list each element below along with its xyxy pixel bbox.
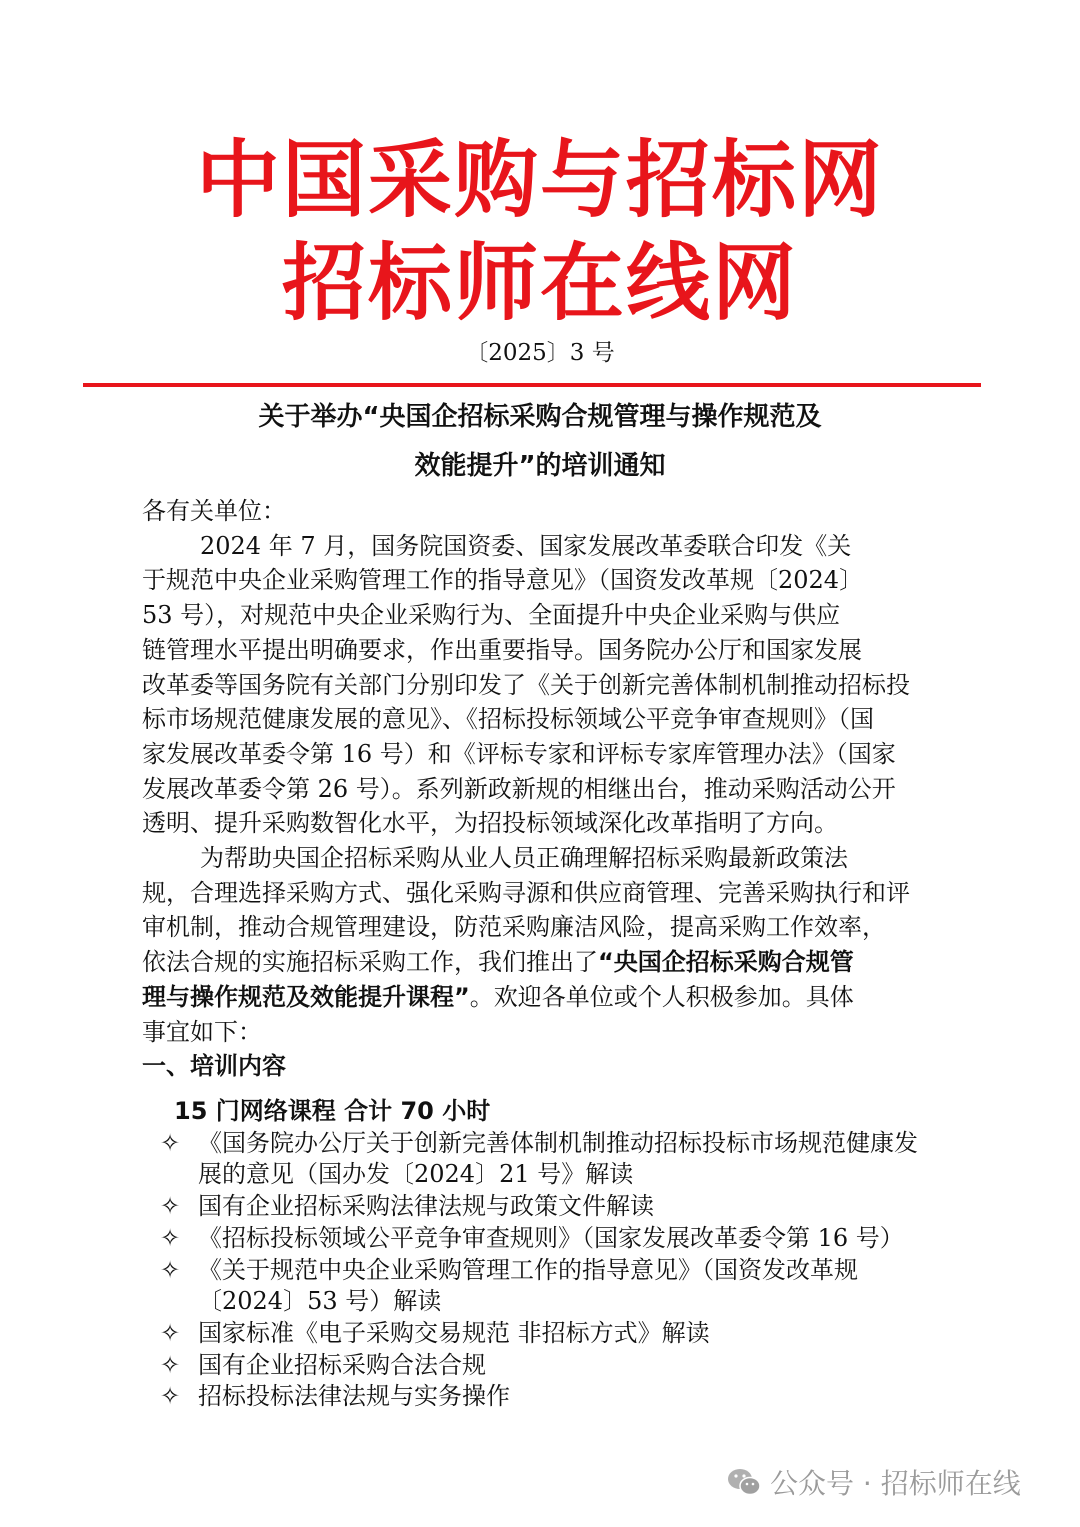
salutation: 各有关单位： (142, 497, 286, 525)
diamond-bullet-icon: ✧ (160, 1128, 181, 1157)
diamond-bullet-icon: ✧ (160, 1255, 181, 1284)
para2-line: 为帮助央国企招标采购从业人员正确理解招标采购最新政策法 (200, 844, 848, 873)
notice-title-line1: 关于举办“央国企招标采购合规管理与操作规范及 (258, 402, 822, 432)
list-item (142, 1223, 1022, 1255)
watermark (726, 1462, 1021, 1502)
para1-line: 家发展改革委令第 16 号）和《评标专家和评标专家库管理办法》（国家 (142, 739, 896, 768)
wechat-icon (726, 1466, 762, 1498)
diamond-bullet-icon: ✧ (160, 1382, 181, 1411)
list-item-text: 《关于规范中央企业采购管理工作的指导意见》（国资发改革规 (198, 1255, 858, 1284)
para1-line: 2024 年 7 月，国务院国资委、国家发展改革委联合印发《关 (200, 531, 852, 560)
header-title-line1: 中国采购与招标网 (195, 131, 884, 229)
para1-line: 发展改革委令第 26 号）。系列新政新规的相继出台，推动采购活动公开 (142, 774, 896, 803)
list-item (142, 1255, 1022, 1318)
para1-line: 标市场规范健康发展的意见》、《招标投标领域公平竞争审查规则》（国 (142, 705, 874, 734)
header-title-line2: 招标师在线网 (281, 234, 798, 332)
course-list-heading: 15 门网络课程 合计 70 小时 (174, 1097, 491, 1125)
list-item (142, 1191, 1022, 1223)
para1-line: 于规范中央企业采购管理工作的指导意见》（国资发改革规〔2024〕 (142, 566, 864, 595)
list-item-text: 国有企业招标采购合法合规 (198, 1350, 486, 1379)
list-item-text: 展的意见（国办发〔2024〕21 号》解读 (198, 1160, 634, 1189)
para2-line: 事宜如下： (142, 1017, 262, 1046)
diamond-bullet-icon: ✧ (160, 1350, 181, 1379)
list-item-text: 《招标投标领域公平竞争审查规则》（国家发展改革委令第 16 号） (198, 1223, 904, 1252)
para2-line: 审机制，推动合规管理建设，防范采购廉洁风险，提高采购工作效率， (142, 913, 886, 942)
para1-line: 链管理水平提出明确要求，作出重要指导。国务院办公厅和国家发展 (142, 635, 862, 664)
list-item (142, 1350, 1022, 1382)
course-name-bold: 理与操作规范及效能提升课程” (142, 982, 470, 1011)
list-item (142, 1381, 1022, 1413)
para1-line: 53 号），对规范中央企业采购行为、全面提升中央企业采购与供应 (142, 601, 841, 630)
course-list (142, 1096, 1022, 1413)
para2-line (142, 980, 972, 1015)
list-item-text: 招标投标法律法规与实务操作 (198, 1382, 510, 1411)
list-item (142, 1318, 1022, 1350)
notice-body (142, 494, 972, 1084)
red-divider (83, 383, 981, 387)
para1-line: 改革委等国务院有关部门分别印发了《关于创新完善体制机制推动招标投 (142, 670, 910, 699)
list-item-text: 《国务院办公厅关于创新完善体制机制推动招标投标市场规范健康发 (198, 1128, 918, 1157)
diamond-bullet-icon: ✧ (160, 1223, 181, 1252)
para2-text: 。欢迎各单位或个人积极参加。具体 (469, 982, 854, 1011)
section-heading: 一、培训内容 (142, 1052, 286, 1081)
para2-line: 规，合理选择采购方式、强化采购寻源和供应商管理、完善采购执行和评 (142, 878, 910, 907)
para2-text: 依法合规的实施招标采购工作，我们推出了 (142, 948, 598, 977)
course-name-bold: “央国企招标采购合规管 (598, 948, 854, 977)
diamond-bullet-icon: ✧ (160, 1318, 181, 1347)
list-item (142, 1128, 1022, 1191)
para1-line: 透明、提升采购数智化水平，为招投标领域深化改革指明了方向。 (142, 809, 838, 838)
document-number: 〔2025〕3 号 (465, 340, 615, 366)
notice-title-line2: 效能提升”的培训通知 (414, 451, 666, 481)
watermark-text: 公众号 · 招标师在线 (770, 1467, 1021, 1500)
list-item-text: 国家标准《电子采购交易规范 非招标方式》解读 (198, 1318, 710, 1347)
para2-line (142, 945, 972, 980)
diamond-bullet-icon: ✧ (160, 1192, 181, 1221)
list-item-text: 〔2024〕53 号）解读 (198, 1287, 442, 1316)
list-item-text: 国有企业招标采购法律法规与政策文件解读 (198, 1192, 654, 1221)
